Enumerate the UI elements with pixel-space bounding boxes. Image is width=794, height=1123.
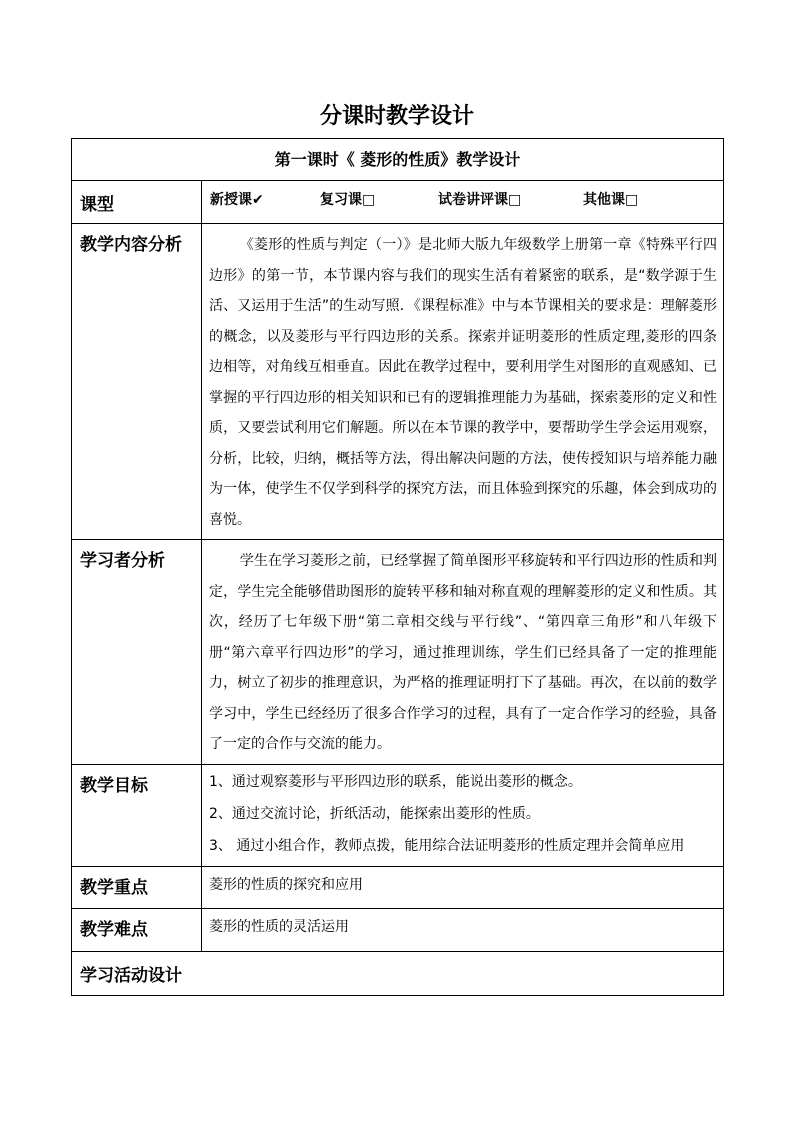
- course-type-label: 课型: [72, 181, 202, 224]
- key-points-text: 菱形的性质的探究和应用: [202, 866, 724, 908]
- learner-analysis-label: 学习者分析: [72, 540, 202, 765]
- objective-item: 3、 通过小组合作，教师点拨，能用综合法证明菱形的性质定理并会简单应用: [209, 837, 685, 854]
- learner-analysis-text: 学生在学习菱形之前，已经掌握了简单图形平移旋转和平行四边形的性质和判定，学生完全能够借助图形的旋转平移和轴对称直观的理解菱形的定义和性质。其次，经历了七年级下册“第二章相交线与平行线”、“第四章三角形”和八年级下册“第六章平行四边形”的学习，通过推理训练，学生们已经具备了一定的推理能力，树立了初步的推理意识，为严格的推理证明打下了基础。再次，在以前的数学学习中，学生已经经历了很多合作学习的过程，具有了一定合作学习的经验，具备了一定的合作与交流的能力。: [209, 553, 718, 752]
- lesson-plan-table: [71, 138, 724, 996]
- key-points-label: 教学重点: [72, 866, 202, 908]
- learner-analysis-row: [72, 540, 724, 765]
- difficulties-text: 菱形的性质的灵活运用: [202, 908, 724, 951]
- content-analysis-text: 《菱形的性质与判定（一）》是北师大版九年级数学上册第一章《特殊平行四边形》的第一节，本节课内容与我们的现实生活有着紧密的联系，是“数学源于生活、又运用于生活”的生动写照．《课程标准》中与本节课相关的要求是：理解菱形的概念，以及菱形与平行四边形的关系。探索并证明菱形的性质定理,菱形的四条边相等，对角线互相垂直。因此在教学过程中，要利用学生对图形的直观感知、已掌握的平行四边形的相关知识和已有的逻辑推理能力为基础，探索菱形的定义和性质，又要尝试利用它们解题。所以在本节课的教学中，要帮助学生学会运用观察，分析，比较，归纳，概括等方法，得出解决问题的方法，使传授知识与培养能力融为一体，使学生不仅学到科学的探究方法，而且体验到探究的乐趣，体会到成功的喜悦。: [209, 237, 718, 528]
- content-analysis-row: [72, 224, 724, 540]
- option-exam-review-lesson[interactable]: 试卷讲评课□: [438, 192, 522, 208]
- difficulties-row: [72, 908, 724, 951]
- objectives-label: 教学目标: [72, 764, 202, 866]
- key-points-row: [72, 866, 724, 908]
- page-title: 分课时教学设计: [319, 104, 474, 129]
- activity-design-label: 学习活动设计: [72, 951, 724, 995]
- objectives-row: [72, 764, 724, 866]
- lesson-title-row: [72, 139, 724, 181]
- course-type-options: [202, 181, 724, 224]
- objective-item: 1、通过观察菱形与平形四边形的联系，能说出菱形的概念。: [209, 773, 582, 790]
- lesson-title: 第一课时《 菱形的性质》教学设计: [72, 139, 724, 181]
- option-new-lesson[interactable]: 新授课✔: [210, 192, 264, 208]
- course-type-row: [72, 181, 724, 224]
- option-review-lesson[interactable]: 复习课□: [320, 192, 376, 208]
- option-other-lesson[interactable]: 其他课□: [583, 192, 639, 208]
- objective-item: 2、通过交流讨论，折纸活动，能探索出菱形的性质。: [209, 805, 540, 822]
- activity-design-row: [72, 951, 724, 995]
- difficulties-label: 教学难点: [72, 908, 202, 951]
- content-analysis-label: 教学内容分析: [72, 224, 202, 540]
